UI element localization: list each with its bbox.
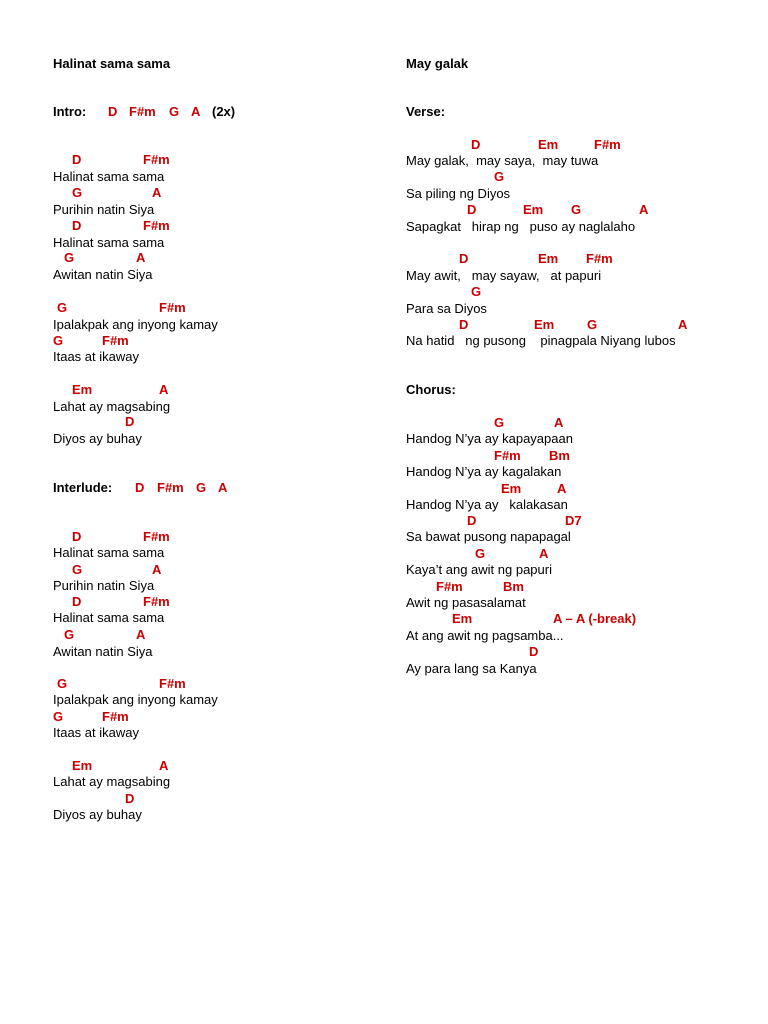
chord: A — [159, 758, 169, 773]
chord: A — [152, 562, 162, 577]
lyric-line: May awit, may sayaw, at papuri — [406, 268, 602, 283]
song-title: May galak — [406, 56, 469, 71]
chord: F#m — [102, 709, 129, 724]
lyric-line: Awitan natin Siya — [53, 267, 153, 282]
chord: G — [53, 333, 64, 348]
song-title: Halinat sama sama — [53, 56, 171, 71]
chord: G — [57, 676, 68, 691]
chord: G — [494, 415, 505, 430]
verse-label: Verse: — [406, 104, 446, 119]
lyric-line: Purihin natin Siya — [53, 202, 155, 217]
chord: A — [554, 415, 564, 430]
chord: D — [467, 513, 477, 528]
chord: A – A (-break) — [553, 611, 637, 626]
chord: D — [459, 251, 469, 266]
chord: Em — [452, 611, 473, 626]
chord: Em — [538, 137, 559, 152]
chord: G — [196, 480, 207, 495]
chord: A — [159, 382, 169, 397]
chord: F#m — [157, 480, 184, 495]
chord: A — [539, 546, 549, 561]
lyric-line: May galak, may saya, may tuwa — [406, 153, 599, 168]
chord: D — [108, 104, 118, 119]
chord: Em — [534, 317, 555, 332]
chord: A — [191, 104, 201, 119]
chord: F#m — [586, 251, 613, 266]
lyric-line: Handog N’ya ay kagalakan — [406, 464, 562, 479]
chord: D — [72, 218, 82, 233]
lyric-line: Halinat sama sama — [53, 235, 165, 250]
chord: Em — [72, 758, 93, 773]
lyric-line: Awitan natin Siya — [53, 644, 153, 659]
chord: D — [467, 202, 477, 217]
lyric-line: Sa piling ng Diyos — [406, 186, 511, 201]
lyric-line: At ang awit ng pagsamba... — [406, 628, 564, 643]
chord: G — [494, 169, 505, 184]
lyric-line: Itaas at ikaway — [53, 725, 139, 740]
lyric-line: Sapagkat hirap ng puso ay naglalaho — [406, 219, 636, 234]
chord: Em — [538, 251, 559, 266]
repeat-note: (2x) — [212, 104, 236, 119]
chord: A — [557, 481, 567, 496]
lyric-line: Diyos ay buhay — [53, 431, 142, 446]
chord: F#m — [594, 137, 621, 152]
lyric-line: Halinat sama sama — [53, 610, 165, 625]
chord: Em — [72, 382, 93, 397]
chord: D — [125, 791, 135, 806]
chord: F#m — [494, 448, 521, 463]
chord: G — [53, 709, 64, 724]
interlude-label: Interlude: — [53, 480, 113, 495]
chord: F#m — [159, 300, 186, 315]
lyric-line: Diyos ay buhay — [53, 807, 142, 822]
chorus-label: Chorus: — [406, 382, 456, 397]
chord: G — [475, 546, 486, 561]
chord: Em — [501, 481, 522, 496]
chord: F#m — [102, 333, 129, 348]
lyric-line: Ipalakpak ang inyong kamay — [53, 317, 218, 332]
chord: G — [587, 317, 598, 332]
lyric-line: Kaya’t ang awit ng papuri — [406, 562, 552, 577]
lyric-line: Purihin natin Siya — [53, 578, 155, 593]
chord: G — [72, 185, 83, 200]
chord: A — [136, 627, 146, 642]
chord: F#m — [143, 529, 170, 544]
chord: D — [72, 152, 82, 167]
chord: A — [152, 185, 162, 200]
chord: G — [169, 104, 180, 119]
lyric-line: Sa bawat pusong napapagal — [406, 529, 571, 544]
lyric-line: Handog N’ya ay kalakasan — [406, 497, 568, 512]
chord: F#m — [129, 104, 156, 119]
chord: F#m — [143, 152, 170, 167]
lyric-line: Halinat sama sama — [53, 169, 165, 184]
lyric-line: Ay para lang sa Kanya — [406, 661, 537, 676]
lyric-line: Handog N’ya ay kapayapaan — [406, 431, 573, 446]
lyric-line: Na hatid ng pusong pinagpala Niyang lubos — [406, 333, 676, 348]
lyric-line: Itaas at ikaway — [53, 349, 139, 364]
chord: D7 — [565, 513, 582, 528]
chord: G — [64, 250, 75, 265]
chord: G — [72, 562, 83, 577]
chord: Bm — [549, 448, 570, 463]
chord: A — [639, 202, 649, 217]
lyric-line: Ipalakpak ang inyong kamay — [53, 692, 218, 707]
chord: G — [64, 627, 75, 642]
lyric-line: Halinat sama sama — [53, 545, 165, 560]
chord: D — [529, 644, 539, 659]
chord: D — [135, 480, 145, 495]
chord: F#m — [436, 579, 463, 594]
chord: F#m — [143, 218, 170, 233]
lyric-line: Awit ng pasasalamat — [406, 595, 526, 610]
chord: G — [471, 284, 482, 299]
chord: F#m — [143, 594, 170, 609]
lyric-line: Lahat ay magsabing — [53, 774, 171, 789]
chord: A — [678, 317, 688, 332]
chord: G — [571, 202, 582, 217]
chord: A — [136, 250, 146, 265]
chord: D — [72, 594, 82, 609]
chord: F#m — [159, 676, 186, 691]
chord: Em — [523, 202, 544, 217]
lyric-line: Para sa Diyos — [406, 301, 487, 316]
intro-label: Intro: — [53, 104, 87, 119]
chord: D — [459, 317, 469, 332]
chord: D — [125, 414, 135, 429]
chord: D — [471, 137, 481, 152]
chord: D — [72, 529, 82, 544]
chord: G — [57, 300, 68, 315]
chord: Bm — [503, 579, 524, 594]
chord: A — [218, 480, 228, 495]
lyric-line: Lahat ay magsabing — [53, 399, 171, 414]
